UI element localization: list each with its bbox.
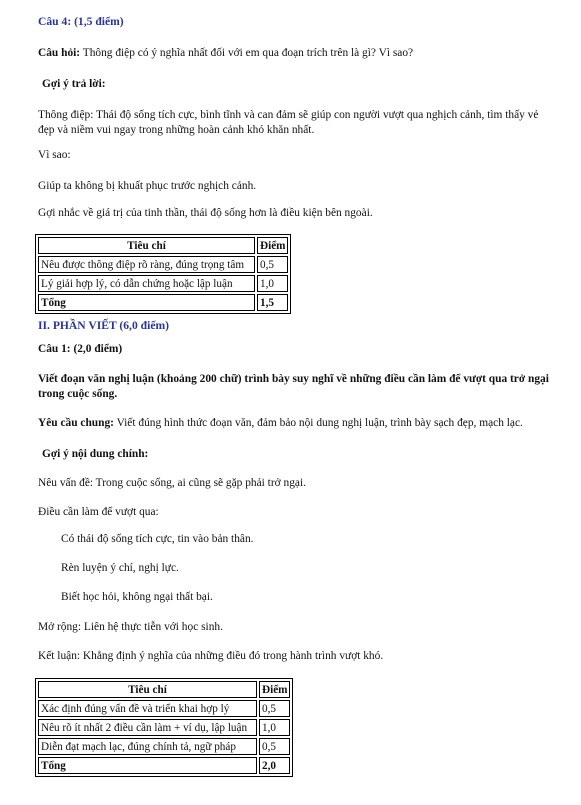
table-cell-score: 1,0 bbox=[257, 275, 288, 292]
part2-extend: Mở rộng: Liên hệ thực tiễn với học sinh. bbox=[38, 621, 223, 633]
q4-message: Thông điệp: Thái độ sống tích cực, bình tĩnh và can đảm sẽ giúp con người vượt qua nghịch cảnh, tìm thấy vẻ đẹp và niềm vui ngay trong những hoàn cảnh khó khăn nhất. bbox=[38, 109, 539, 137]
table-header-row bbox=[38, 681, 290, 698]
table-header-score: Điểm bbox=[259, 681, 290, 698]
table-row bbox=[38, 719, 290, 736]
table-cell-criteria: Xác định đúng vấn đề và triển khai hợp lý bbox=[38, 700, 257, 717]
table-cell-total-score: 1,5 bbox=[257, 294, 288, 311]
table-total-row bbox=[38, 757, 290, 774]
general-requirement-label: Yêu cầu chung: bbox=[38, 417, 114, 429]
table-row bbox=[38, 275, 288, 292]
part2-grading-table bbox=[35, 678, 293, 777]
q4-title: Câu 4: (1,5 điểm) bbox=[38, 15, 124, 28]
list-item: Có thái độ sống tích cực, tin vào bản thân. bbox=[61, 533, 254, 545]
table-row bbox=[38, 700, 290, 717]
table-header-criteria: Tiêu chí bbox=[38, 681, 257, 698]
table-row bbox=[38, 256, 288, 273]
table-total-row bbox=[38, 294, 288, 311]
list-item: Biết học hỏi, không ngại thất bại. bbox=[61, 591, 213, 603]
table-cell-total-label: Tổng bbox=[38, 757, 257, 774]
table-cell-score: 0,5 bbox=[259, 738, 290, 755]
q4-question bbox=[38, 46, 413, 61]
q4-hint-title: Gợi ý trả lời: bbox=[42, 78, 106, 90]
part2-todo: Điều cần làm để vượt qua: bbox=[38, 506, 159, 518]
table-cell-criteria: Nêu được thông điệp rõ ràng, đúng trọng tâm bbox=[38, 256, 255, 273]
q4-question-text: Thông điệp có ý nghĩa nhất đối với em qua đoạn trích trên là gì? Vì sao? bbox=[80, 47, 414, 59]
part2-q1-title: Câu 1: (2,0 điểm) bbox=[38, 343, 123, 355]
table-header-score: Điểm bbox=[257, 237, 288, 254]
part2-conclusion: Kết luận: Khẳng định ý nghĩa của những điều đó trong hành trình vượt khó. bbox=[38, 650, 384, 662]
table-cell-criteria: Lý giải hợp lý, có dẫn chứng hoặc lập luận bbox=[38, 275, 255, 292]
general-requirement-text: Viết đúng hình thức đoạn văn, đảm bảo nội dung nghị luận, trình bày sạch đẹp, mạch lạc. bbox=[113, 417, 523, 429]
q4-reason-1: Giúp ta không bị khuất phục trước nghịch cảnh. bbox=[38, 180, 257, 192]
table-cell-score: 1,0 bbox=[259, 719, 290, 736]
part2-content-title: Gợi ý nội dung chính: bbox=[42, 448, 149, 460]
part2-prompt: Viết đoạn văn nghị luận (khoảng 200 chữ) trình bày suy nghĩ về những điều cần làm để vượt qua trở ngại trong cuộc sống. bbox=[38, 373, 549, 401]
table-header-criteria: Tiêu chí bbox=[38, 237, 255, 254]
table-cell-total-score: 2,0 bbox=[259, 757, 290, 774]
list-item: Rèn luyện ý chí, nghị lực. bbox=[61, 562, 179, 574]
table-header-row bbox=[38, 237, 288, 254]
q4-why: Vì sao: bbox=[38, 149, 71, 161]
part2-general-requirement bbox=[38, 416, 523, 431]
table-cell-score: 0,5 bbox=[259, 700, 290, 717]
table-cell-total-label: Tổng bbox=[38, 294, 255, 311]
table-cell-criteria: Nêu rõ ít nhất 2 điều cần làm + ví dụ, lập luận bbox=[38, 719, 257, 736]
table-cell-score: 0,5 bbox=[257, 256, 288, 273]
q4-question-label: Câu hỏi: bbox=[38, 47, 81, 59]
part2-title: II. PHẦN VIẾT (6,0 điểm) bbox=[38, 319, 169, 332]
q4-grading-table bbox=[35, 234, 291, 314]
table-row bbox=[38, 738, 290, 755]
table-cell-criteria: Diễn đạt mạch lạc, đúng chính tả, ngữ pháp bbox=[38, 738, 257, 755]
q4-reason-2: Gợi nhắc về giá trị của tinh thần, thái độ sống hơn là điều kiện bên ngoài. bbox=[38, 207, 373, 219]
part2-issue: Nêu vấn đề: Trong cuộc sống, ai cũng sẽ gặp phải trở ngại. bbox=[38, 477, 306, 489]
